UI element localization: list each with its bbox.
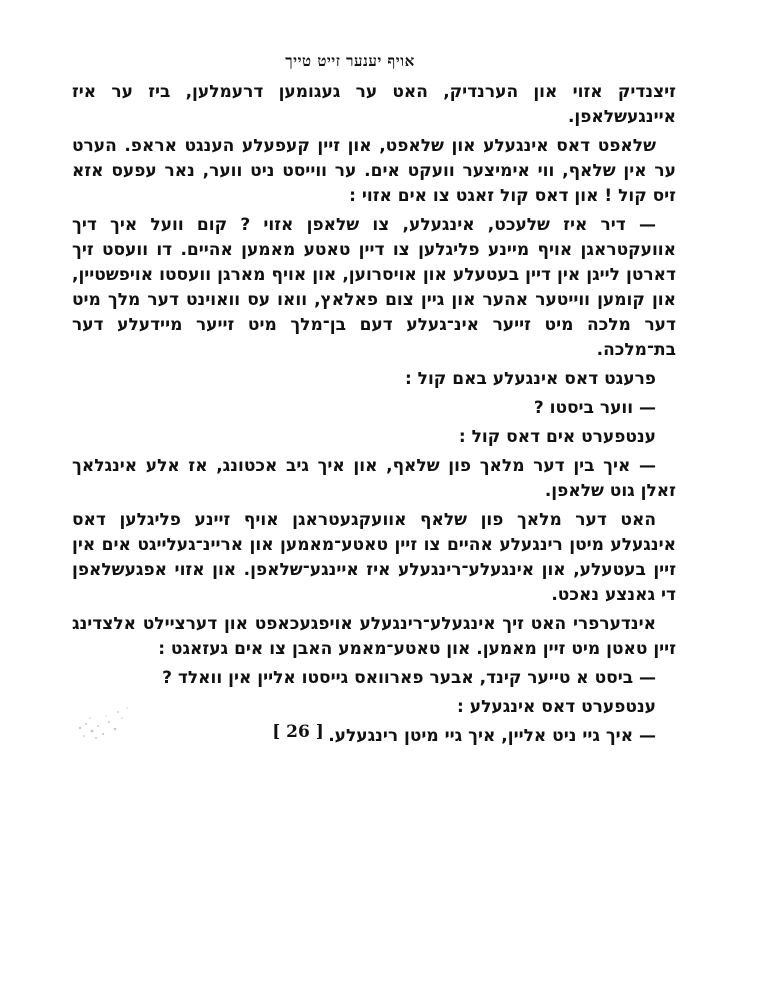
paragraph-10: — ביסט א טייער קינד, אבער פארוואס גייסטו אליין אין וואלד ?: [162, 668, 656, 688]
paragraph-4: פרעגט דאס אינגעלע באם קול :: [404, 369, 656, 389]
paragraph-7: — איך בין דער מלאך פון שלאף, און איך גיב אכטונג, אז אלע אינגלאך זאלן גוט שלאפן.: [72, 456, 676, 501]
page-body: [72, 80, 676, 753]
page-number: [ 26 ]: [272, 722, 324, 742]
paragraph-6: ענטפערט אים דאס קול :: [458, 427, 656, 447]
paragraph-5: — ווער ביסטו ?: [533, 398, 656, 418]
paragraph-12: — איך גיי ניט אליין, איך גיי מיטן רינגעלע.: [328, 726, 656, 746]
paragraph-8: האט דער מלאך פון שלאף אוועקגעטראגן אויף זיינע פליגלען דאס אינגעלע מיטן רינגעלע אהיים צו זיין טאטע־מאמען און אריינ־געלייגט אים אין זיין בעטעלע, און אינגעלע־רינגעלע איז איינגע־שלאפן. און אזוי אפגעשלאפן די גאנצע נאכט.: [72, 510, 676, 605]
scan-smudge: [72, 698, 142, 744]
paragraph-9: אינדערפרי האט זיך אינגעלע־רינגעלע אויפגעכאפט און דערציילט אלצדינג זיין טאטן מיט זיין מאמען. און טאטע־מאמע האבן צו אים געזאגט :: [72, 614, 676, 659]
paragraph-3: — דיר איז שלעכט, אינגעלע, צו שלאפן אזוי ? קום וועל איך דיך אוועקטראגן אויף מיינע פליגלען צו דיין טאטע מאמען אהיים. דו וועסט זיך דארטן לייגן אין דיין בעטעלע און אויסרוען, און אויף מארגן וועסטו אויפשטיין, און קומען ווייטער אהער און גיין צום פאלאץ, וואו עס וואוינט דער מלך מיט דער מלכה מיט זייער אינ־געלע דעם בן־מלך מיט זייער מיידעלע דער בת־מלכה.: [72, 215, 676, 360]
paragraph-11: ענטפערט דאס אינגעלע :: [457, 697, 656, 717]
paragraph-2: שלאפט דאס אינגעלע און שלאפט, און זיין קעפעלע הענגט אראפ. הערט ער אין שלאף, ווי אימיצער וועקט אים. ער ווייסט ניט ווער, נאר עפעס אזא זיס קול ! און דאס קול זאגט צו אים אזוי :: [72, 136, 676, 206]
running-title: אויף יענער זייט טייך: [285, 52, 415, 70]
paragraph-1: זיצנדיק אזוי און הערנדיק, האט ער געגומען דרעמלען, ביז ער איז איינגעשלאפן.: [72, 82, 676, 127]
